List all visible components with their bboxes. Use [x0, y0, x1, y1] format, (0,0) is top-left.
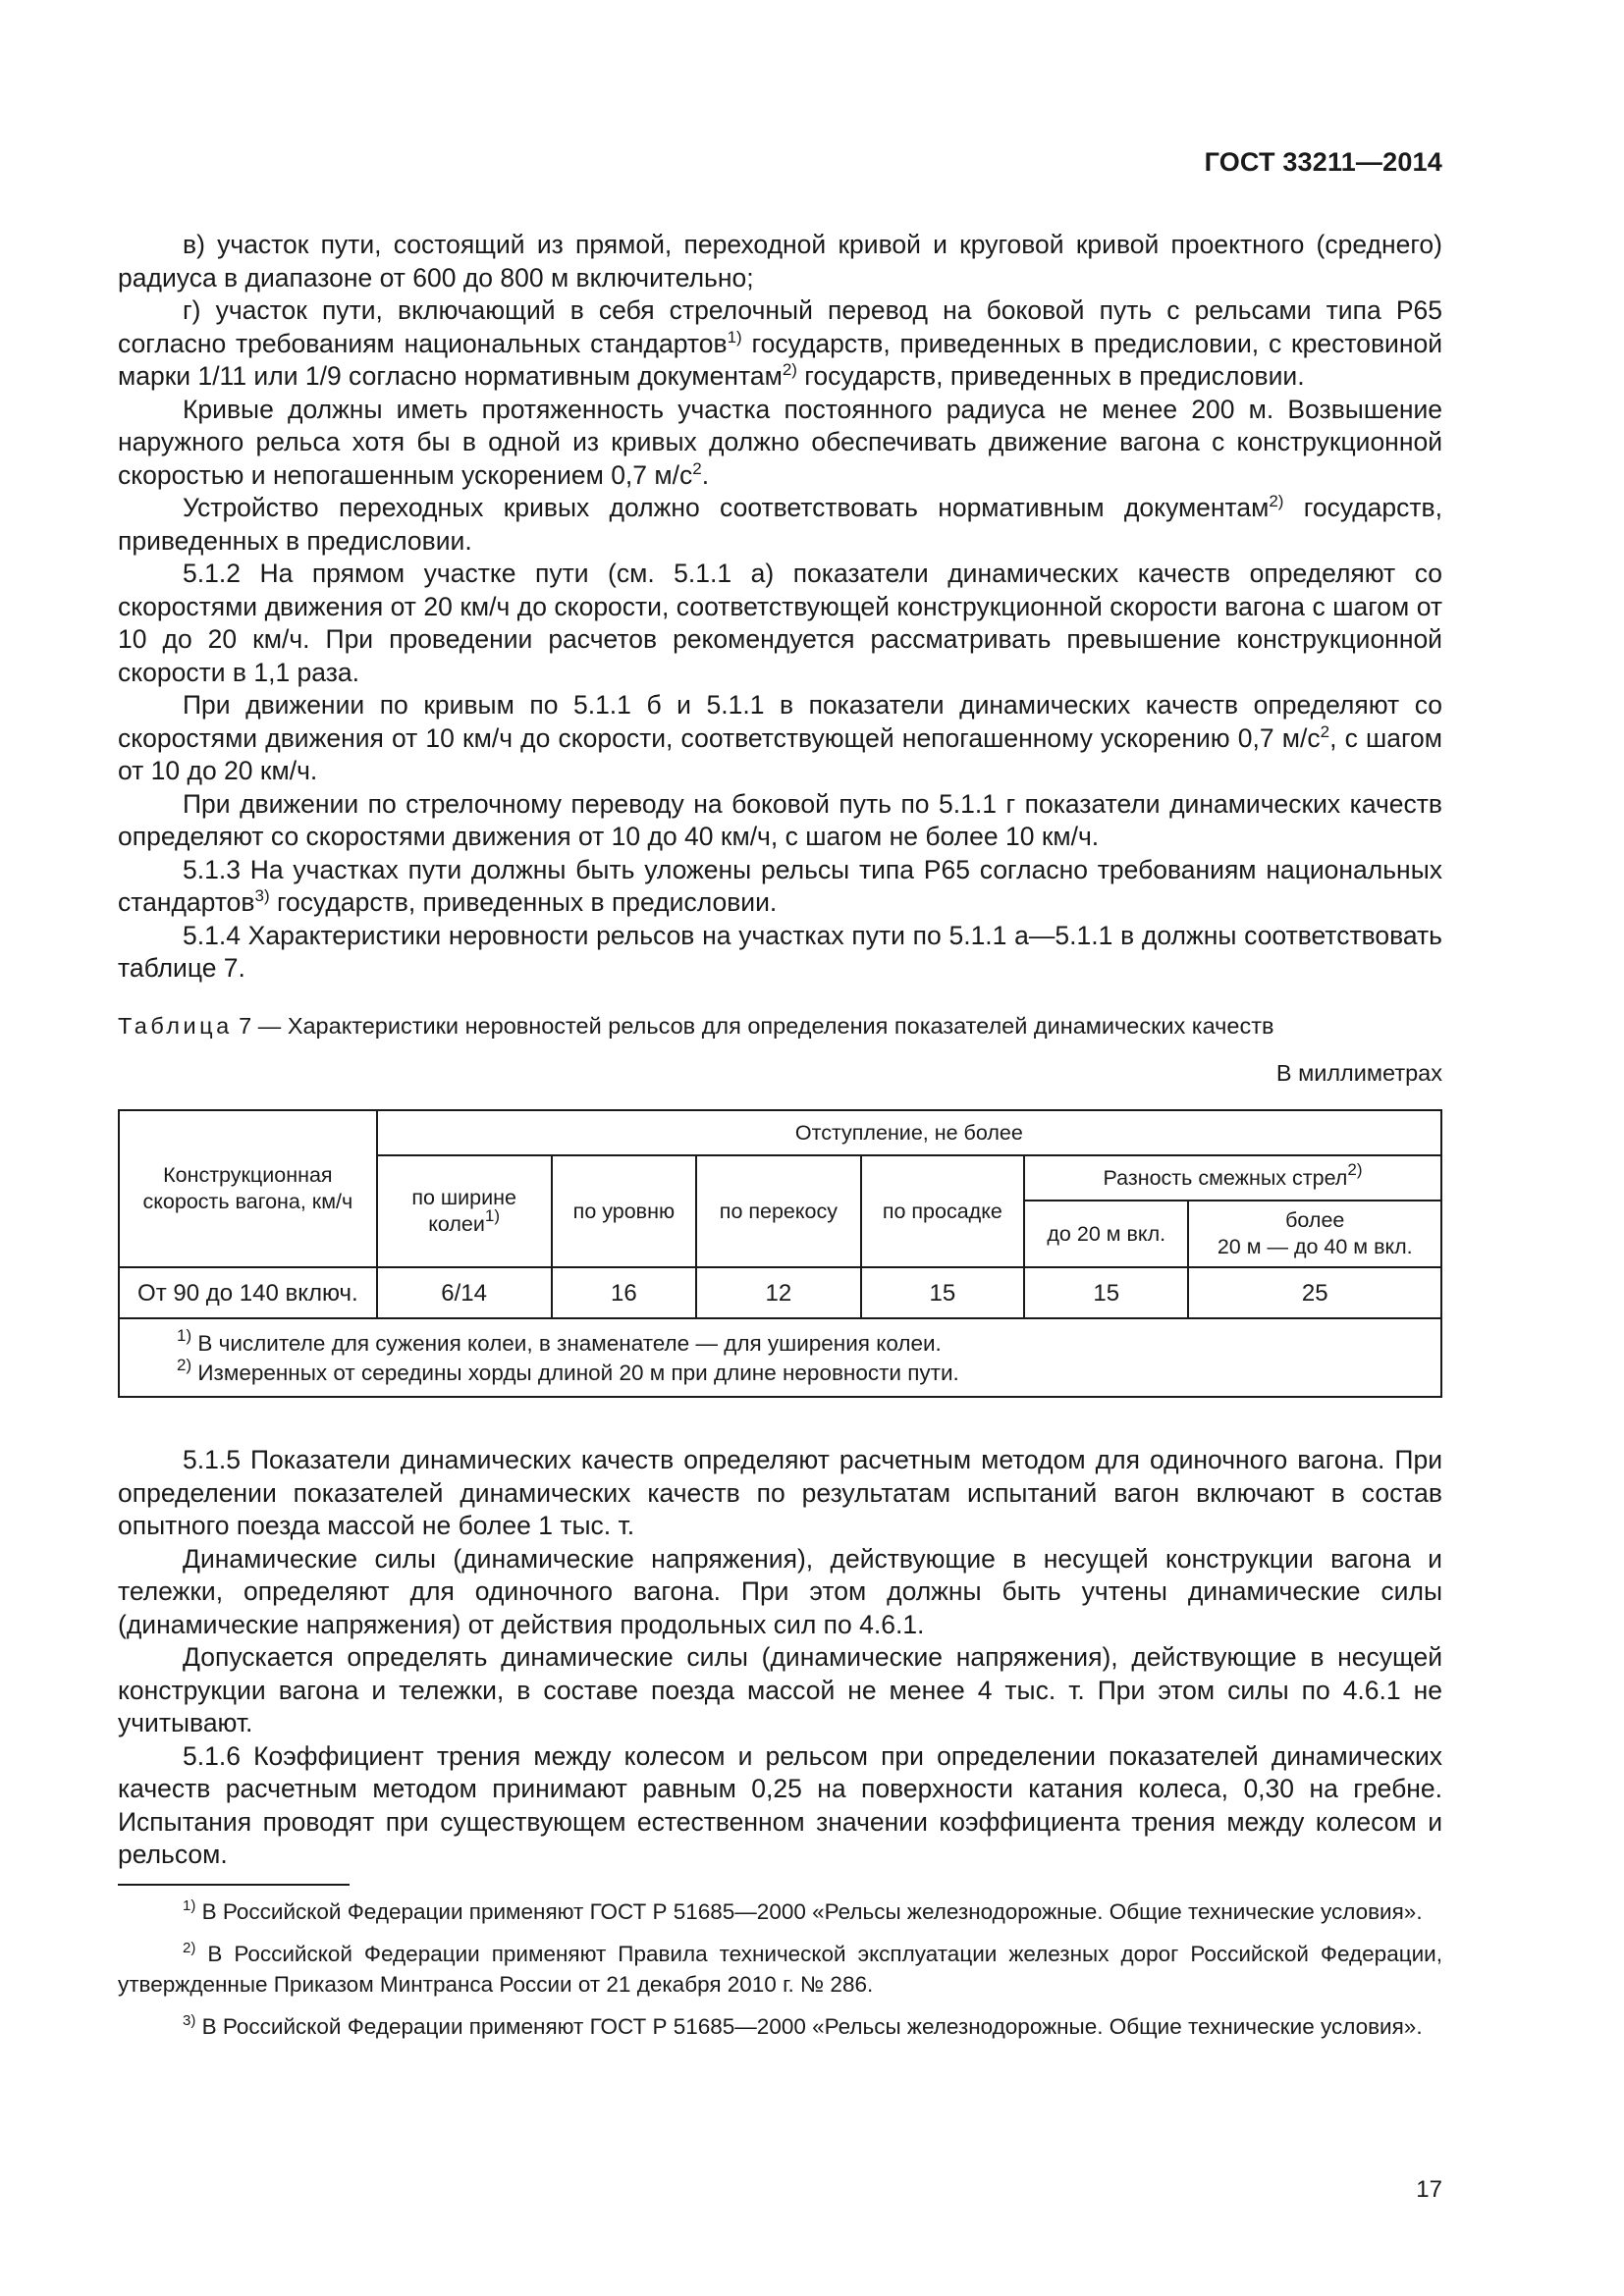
header-track-width — [377, 1155, 552, 1267]
header-track-width-text: по ширине колеи — [411, 1186, 516, 1236]
footnote-ref: 2) — [1269, 492, 1284, 510]
paragraph: При движении по стрелочному переводу на боковой путь по 5.1.1 г показатели динамических качеств определяют со скоростями движения от 10 до 40 км/ч, с шагом не более 10 км/ч. — [118, 788, 1442, 851]
header-adjacent-diff-text: Разность смежных стрел — [1103, 1165, 1348, 1190]
footnote-ref: 1) — [484, 1206, 501, 1225]
table-cell: 15 — [861, 1267, 1024, 1318]
paragraph-text: , с шагом от 10 до 20 км/ч. — [118, 722, 1442, 785]
header-up-to-20m: до 20 м вкл. — [1024, 1201, 1188, 1267]
footnote-ref: 2) — [177, 1356, 192, 1374]
table-cell: 15 — [1024, 1267, 1188, 1318]
footnote — [118, 2011, 1442, 2042]
table-cell: 16 — [552, 1267, 697, 1318]
paragraph — [118, 492, 1442, 558]
footnote-ref: 2) — [782, 360, 797, 379]
footnote — [118, 1939, 1442, 2000]
footnote-ref: 1) — [177, 1326, 192, 1345]
paragraph: Допускается определять динамические силы (динамические напряжения), действующие в несущей конструкции вагона и тележки, в составе поезда массой не менее 4 тыс. т. При этом силы по 4.6.1 не учитывают. — [118, 1642, 1442, 1737]
paragraph-text: . — [701, 459, 710, 490]
document-header: ГОСТ 33211—2014 — [1204, 147, 1442, 177]
table-caption — [118, 1011, 1442, 1041]
paragraph-text: При движении по кривым по 5.1.1 б и 5.1.1 в показатели динамических качеств определяют со скоростями движения от 10 км/ч до скорости, соответствующей непогашенному ускорению 0,7 м/с — [118, 690, 1442, 753]
paragraph: 5.1.2 На прямом участке пути (см. 5.1.1 а) показатели динамических качеств определяют со скоростями движения от 20 км/ч до скорости, соответствующей конструкционной скорости вагона с шагом от 10 до 20 км/ч. При проведении расчетов рекомендуется рассматривать превышение конструкционной скорости в 1,1 раза. — [118, 559, 1442, 687]
paragraph-text: Кривые должны иметь протяженность участка постоянного радиуса не менее 200 м. Возвышение наружного рельса хотя бы в одной из кривых должно обеспечивать движение вагона с конструкционной скоростью и непогашенным ускорением 0,7 м/с — [118, 394, 1442, 490]
body-text-bottom — [118, 1444, 1442, 1872]
table-caption-label: Таблица — [118, 1013, 233, 1039]
footnote-ref: 1) — [727, 327, 742, 347]
paragraph: 5.1.4 Характеристики неровности рельсов на участках пути по 5.1.1 а—5.1.1 в должны соответствовать таблице 7. — [118, 920, 1442, 983]
footnote-marker: 1) — [183, 1897, 196, 1914]
footnotes — [118, 1896, 1442, 2054]
header-over-20m-line1: более — [1285, 1208, 1345, 1232]
paragraph: 5.1.5 Показатели динамических качеств определяют расчетным методом для одиночного вагона. При определении показателей динамических качеств по результатам испытаний вагон включают в состав опытного поезда массой не более 1 тыс. т. — [118, 1445, 1442, 1540]
table-cell: 25 — [1188, 1267, 1441, 1318]
paragraph-text: государств, приведенных в предисловии, с крестовиной марки 1/11 или 1/9 согласно нормативным документам — [118, 328, 1442, 391]
header-sag: по просадке — [861, 1155, 1024, 1267]
footnote — [118, 1896, 1442, 1927]
table-units: В миллиметрах — [1275, 1060, 1442, 1086]
footnote-divider — [118, 1884, 350, 1886]
superscript: 2 — [1320, 721, 1330, 741]
table-cell: 6/14 — [377, 1267, 552, 1318]
header-adjacent-diff — [1024, 1155, 1441, 1201]
paragraph-text: государств, приведенных в предисловии. — [796, 361, 1305, 391]
header-over-20m — [1188, 1201, 1441, 1267]
paragraph — [118, 689, 1442, 788]
table-caption-text: 7 — Характеристики неровностей рельсов для определения показателей динамических качеств — [232, 1013, 1274, 1039]
footnote-ref: 2) — [1347, 1159, 1363, 1179]
table-cell: 12 — [696, 1267, 860, 1318]
header-skew: по перекосу — [696, 1155, 860, 1267]
footnote-text: В Российской Федерации применяют ГОСТ Р 51685—2000 «Рельсы железнодорожные. Общие технические условия». — [195, 2014, 1423, 2039]
paragraph: в) участок пути, состоящий из прямой, переходной кривой и круговой кривой проектного (среднего) радиуса в диапазоне от 600 до 800 м включительно; — [118, 230, 1442, 293]
paragraph — [118, 294, 1442, 394]
footnote-marker: 2) — [183, 1940, 196, 1956]
paragraph — [118, 394, 1442, 493]
table-note — [177, 1326, 1429, 1359]
table-note-text: В числителе для сужения колеи, в знаменателе — для уширения колеи. — [191, 1331, 942, 1356]
page-number: 17 — [1416, 2176, 1442, 2203]
paragraph-text: г) участок пути, включающий в себя стрелочный перевод на боковой путь с рельсами типа Р65 согласно требованиям национальных стандартов — [118, 295, 1442, 358]
table-note — [177, 1356, 1429, 1388]
footnote-ref: 3) — [254, 886, 270, 905]
header-level: по уровню — [552, 1155, 697, 1267]
rail-irregularity-table — [118, 1109, 1442, 1398]
paragraph: Динамические силы (динамические напряжения), действующие в несущей конструкции вагона и тележки, определяют для одиночного вагона. При этом должны быть учтены динамические силы (динамические напряжения) от действия продольных сил по 4.6.1. — [118, 1543, 1442, 1639]
paragraph-text: государств, приведенных в предисловии. — [118, 493, 1442, 556]
paragraph-text: государств, приведенных в предисловии. — [269, 887, 778, 917]
body-text-top — [118, 229, 1442, 986]
header-speed: Конструкционная скорость вагона, км/ч — [119, 1110, 377, 1267]
header-over-20m-line2: 20 м — до 40 м вкл. — [1217, 1235, 1413, 1258]
footnote-text: В Российской Федерации применяют ГОСТ Р 51685—2000 «Рельсы железнодорожные. Общие технические условия». — [195, 1899, 1423, 1924]
table-note-text: Измеренных от середины хорды длиной 20 м при длине неровности пути. — [191, 1361, 959, 1385]
table-cell: От 90 до 140 включ. — [119, 1267, 377, 1318]
paragraph — [118, 854, 1442, 920]
paragraph-text: Устройство переходных кривых должно соответствовать нормативным документам — [183, 493, 1270, 522]
footnote-marker: 3) — [183, 2012, 196, 2029]
paragraph-text: 5.1.3 На участках пути должны быть уложены рельсы типа Р65 согласно требованиям национальных стандартов — [118, 854, 1442, 917]
paragraph: 5.1.6 Коэффициент трения между колесом и рельсом при определении показателей динамических качеств расчетным методом принимают равным 0,25 на поверхности катания колеса, 0,30 на гребне. Испытания проводят при существующем естественном значении коэффициента трения между колесом и рельсом. — [118, 1740, 1442, 1869]
table-notes — [119, 1318, 1441, 1397]
footnote-text: В Российской Федерации применяют Правила технической эксплуатации железных дорог Российской Федерации, утвержденные Приказом Минтранса России от 21 декабря 2010 г. № 286. — [118, 1942, 1442, 1997]
superscript: 2 — [692, 458, 702, 478]
header-deviation: Отступление, не более — [377, 1110, 1441, 1155]
